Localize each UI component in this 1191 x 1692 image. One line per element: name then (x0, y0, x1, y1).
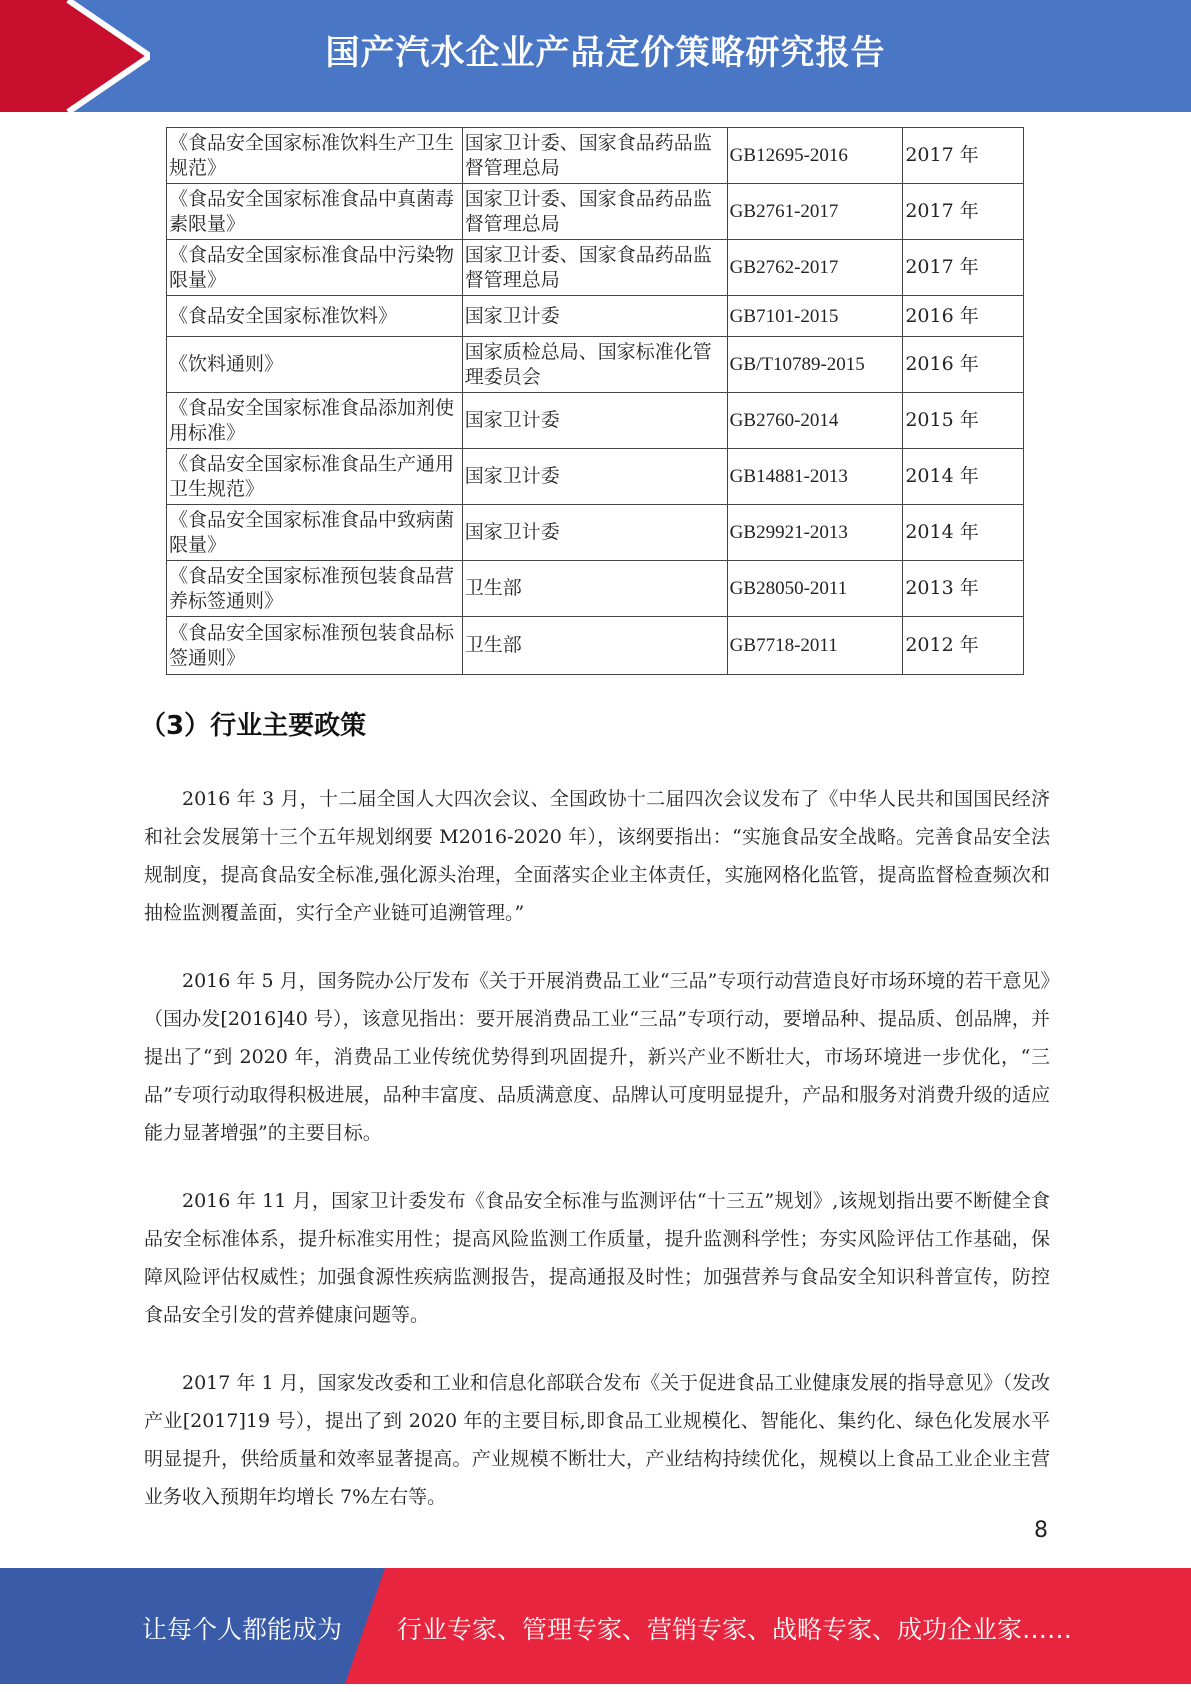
section-heading: （3）行业主要政策 (140, 711, 367, 741)
table-row (167, 296, 1024, 337)
issuing-authority-cell: 国家卫计委 (462, 296, 727, 337)
issuing-authority-cell: 国家质检总局、国家标准化管理委员会 (462, 337, 727, 393)
page-header (0, 0, 1191, 112)
standards-table (166, 127, 1024, 675)
effective-year-cell: 2017 年 (903, 128, 1024, 184)
page-footer (0, 1568, 1191, 1684)
effective-year-cell: 2012 年 (903, 617, 1024, 675)
standard-name-cell: 《食品安全国家标准食品中致病菌限量》 (167, 505, 463, 561)
table-row (167, 561, 1024, 617)
table-row (167, 617, 1024, 675)
issuing-authority-cell: 国家卫计委 (462, 393, 727, 449)
effective-year-cell: 2013 年 (903, 561, 1024, 617)
table-row (167, 505, 1024, 561)
standard-code-cell: GB29921-2013 (727, 505, 903, 561)
issuing-authority-cell: 国家卫计委、国家食品药品监督管理总局 (462, 240, 727, 296)
table-row (167, 337, 1024, 393)
standard-name-cell: 《食品安全国家标准食品中真菌毒素限量》 (167, 184, 463, 240)
standard-code-cell: GB7718-2011 (727, 617, 903, 675)
issuing-authority-cell: 卫生部 (462, 617, 727, 675)
effective-year-cell: 2016 年 (903, 296, 1024, 337)
issuing-authority-cell: 国家卫计委 (462, 449, 727, 505)
table-row (167, 449, 1024, 505)
effective-year-cell: 2015 年 (903, 393, 1024, 449)
footer-slogan-right: 行业专家、管理专家、营销专家、战略专家、成功企业家…… (397, 1615, 1073, 1644)
standard-name-cell: 《食品安全国家标准饮料生产卫生规范》 (167, 128, 463, 184)
effective-year-cell: 2014 年 (903, 505, 1024, 561)
standard-name-cell: 《食品安全国家标准预包装食品标签通则》 (167, 617, 463, 675)
standard-name-cell: 《食品安全国家标准食品添加剂使用标准》 (167, 393, 463, 449)
issuing-authority-cell: 国家卫计委 (462, 505, 727, 561)
standard-name-cell: 《食品安全国家标准食品中污染物限量》 (167, 240, 463, 296)
header-title: 国产汽水企业产品定价策略研究报告 (325, 33, 886, 73)
issuing-authority-cell: 卫生部 (462, 561, 727, 617)
table-row (167, 184, 1024, 240)
standard-code-cell: GB/T10789-2015 (727, 337, 903, 393)
standard-code-cell: GB2761-2017 (727, 184, 903, 240)
effective-year-cell: 2014 年 (903, 449, 1024, 505)
table-row (167, 128, 1024, 184)
standard-code-cell: GB28050-2011 (727, 561, 903, 617)
standard-name-cell: 《饮料通则》 (167, 337, 463, 393)
page-number: 8 (1034, 1518, 1048, 1543)
issuing-authority-cell: 国家卫计委、国家食品药品监督管理总局 (462, 184, 727, 240)
effective-year-cell: 2016 年 (903, 337, 1024, 393)
effective-year-cell: 2017 年 (903, 184, 1024, 240)
policy-paragraph-2: 2016 年 5 月，国务院办公厅发布《关于开展消费品工业“三品”专项行动营造良好市场环境的若干意见》（国办发[2016]40 号），该意见指出：要开展消费品工业“三品”专项行动，要增品种、提品质、创品牌，并提出了“到 2020 年，消费品工业传统优势得到巩固提升，新兴产业不断壮大，市场环境进一步优化，“三品”专项行动取得积极进展，品种丰富度、品质满意度、品牌认可度明显提升，产品和服务对消费升级的适应能力显著增强”的主要目标。 (144, 970, 1050, 1144)
issuing-authority-cell: 国家卫计委、国家食品药品监督管理总局 (462, 128, 727, 184)
standard-code-cell: GB2762-2017 (727, 240, 903, 296)
standard-code-cell: GB7101-2015 (727, 296, 903, 337)
standard-name-cell: 《食品安全国家标准饮料》 (167, 296, 463, 337)
standard-name-cell: 《食品安全国家标准食品生产通用卫生规范》 (167, 449, 463, 505)
standard-name-cell: 《食品安全国家标准预包装食品营养标签通则》 (167, 561, 463, 617)
policy-paragraph-1: 2016 年 3 月，十二届全国人大四次会议、全国政协十二届四次会议发布了《中华人民共和国国民经济和社会发展第十三个五年规划纲要 M2016-2020 年），该纲要指出：“实施食品安全战略。完善食品安全法规制度，提高食品安全标准,强化源头治理，全面落实企业主体责任，实施网格化监管，提高监督检查频次和抽检监测覆盖面，实行全产业链可追溯管理。” (144, 788, 1050, 924)
policy-paragraph-4: 2017 年 1 月，国家发改委和工业和信息化部联合发布《关于促进食品工业健康发展的指导意见》（发改产业[2017]19 号），提出了到 2020 年的主要目标,即食品工业规模化、智能化、集约化、绿色化发展水平明显提升，供给质量和效率显著提高。产业规模不断壮大，产业结构持续优化，规模以上食品工业企业主营业务收入预期年均增长 7%左右等。 (144, 1372, 1050, 1508)
footer-slogan-left: 让每个人都能成为 (142, 1615, 343, 1644)
table-row (167, 240, 1024, 296)
effective-year-cell: 2017 年 (903, 240, 1024, 296)
standard-code-cell: GB2760-2014 (727, 393, 903, 449)
standard-code-cell: GB14881-2013 (727, 449, 903, 505)
standard-code-cell: GB12695-2016 (727, 128, 903, 184)
table-row (167, 393, 1024, 449)
policy-paragraph-3: 2016 年 11 月，国家卫计委发布《食品安全标准与监测评估“十三五”规划》,该规划指出要不断健全食品安全标准体系，提升标准实用性；提高风险监测工作质量，提升监测科学性；夯实风险评估工作基础，保障风险评估权威性；加强食源性疾病监测报告，提高通报及时性；加强营养与食品安全知识科普宣传，防控食品安全引发的营养健康问题等。 (144, 1190, 1050, 1326)
